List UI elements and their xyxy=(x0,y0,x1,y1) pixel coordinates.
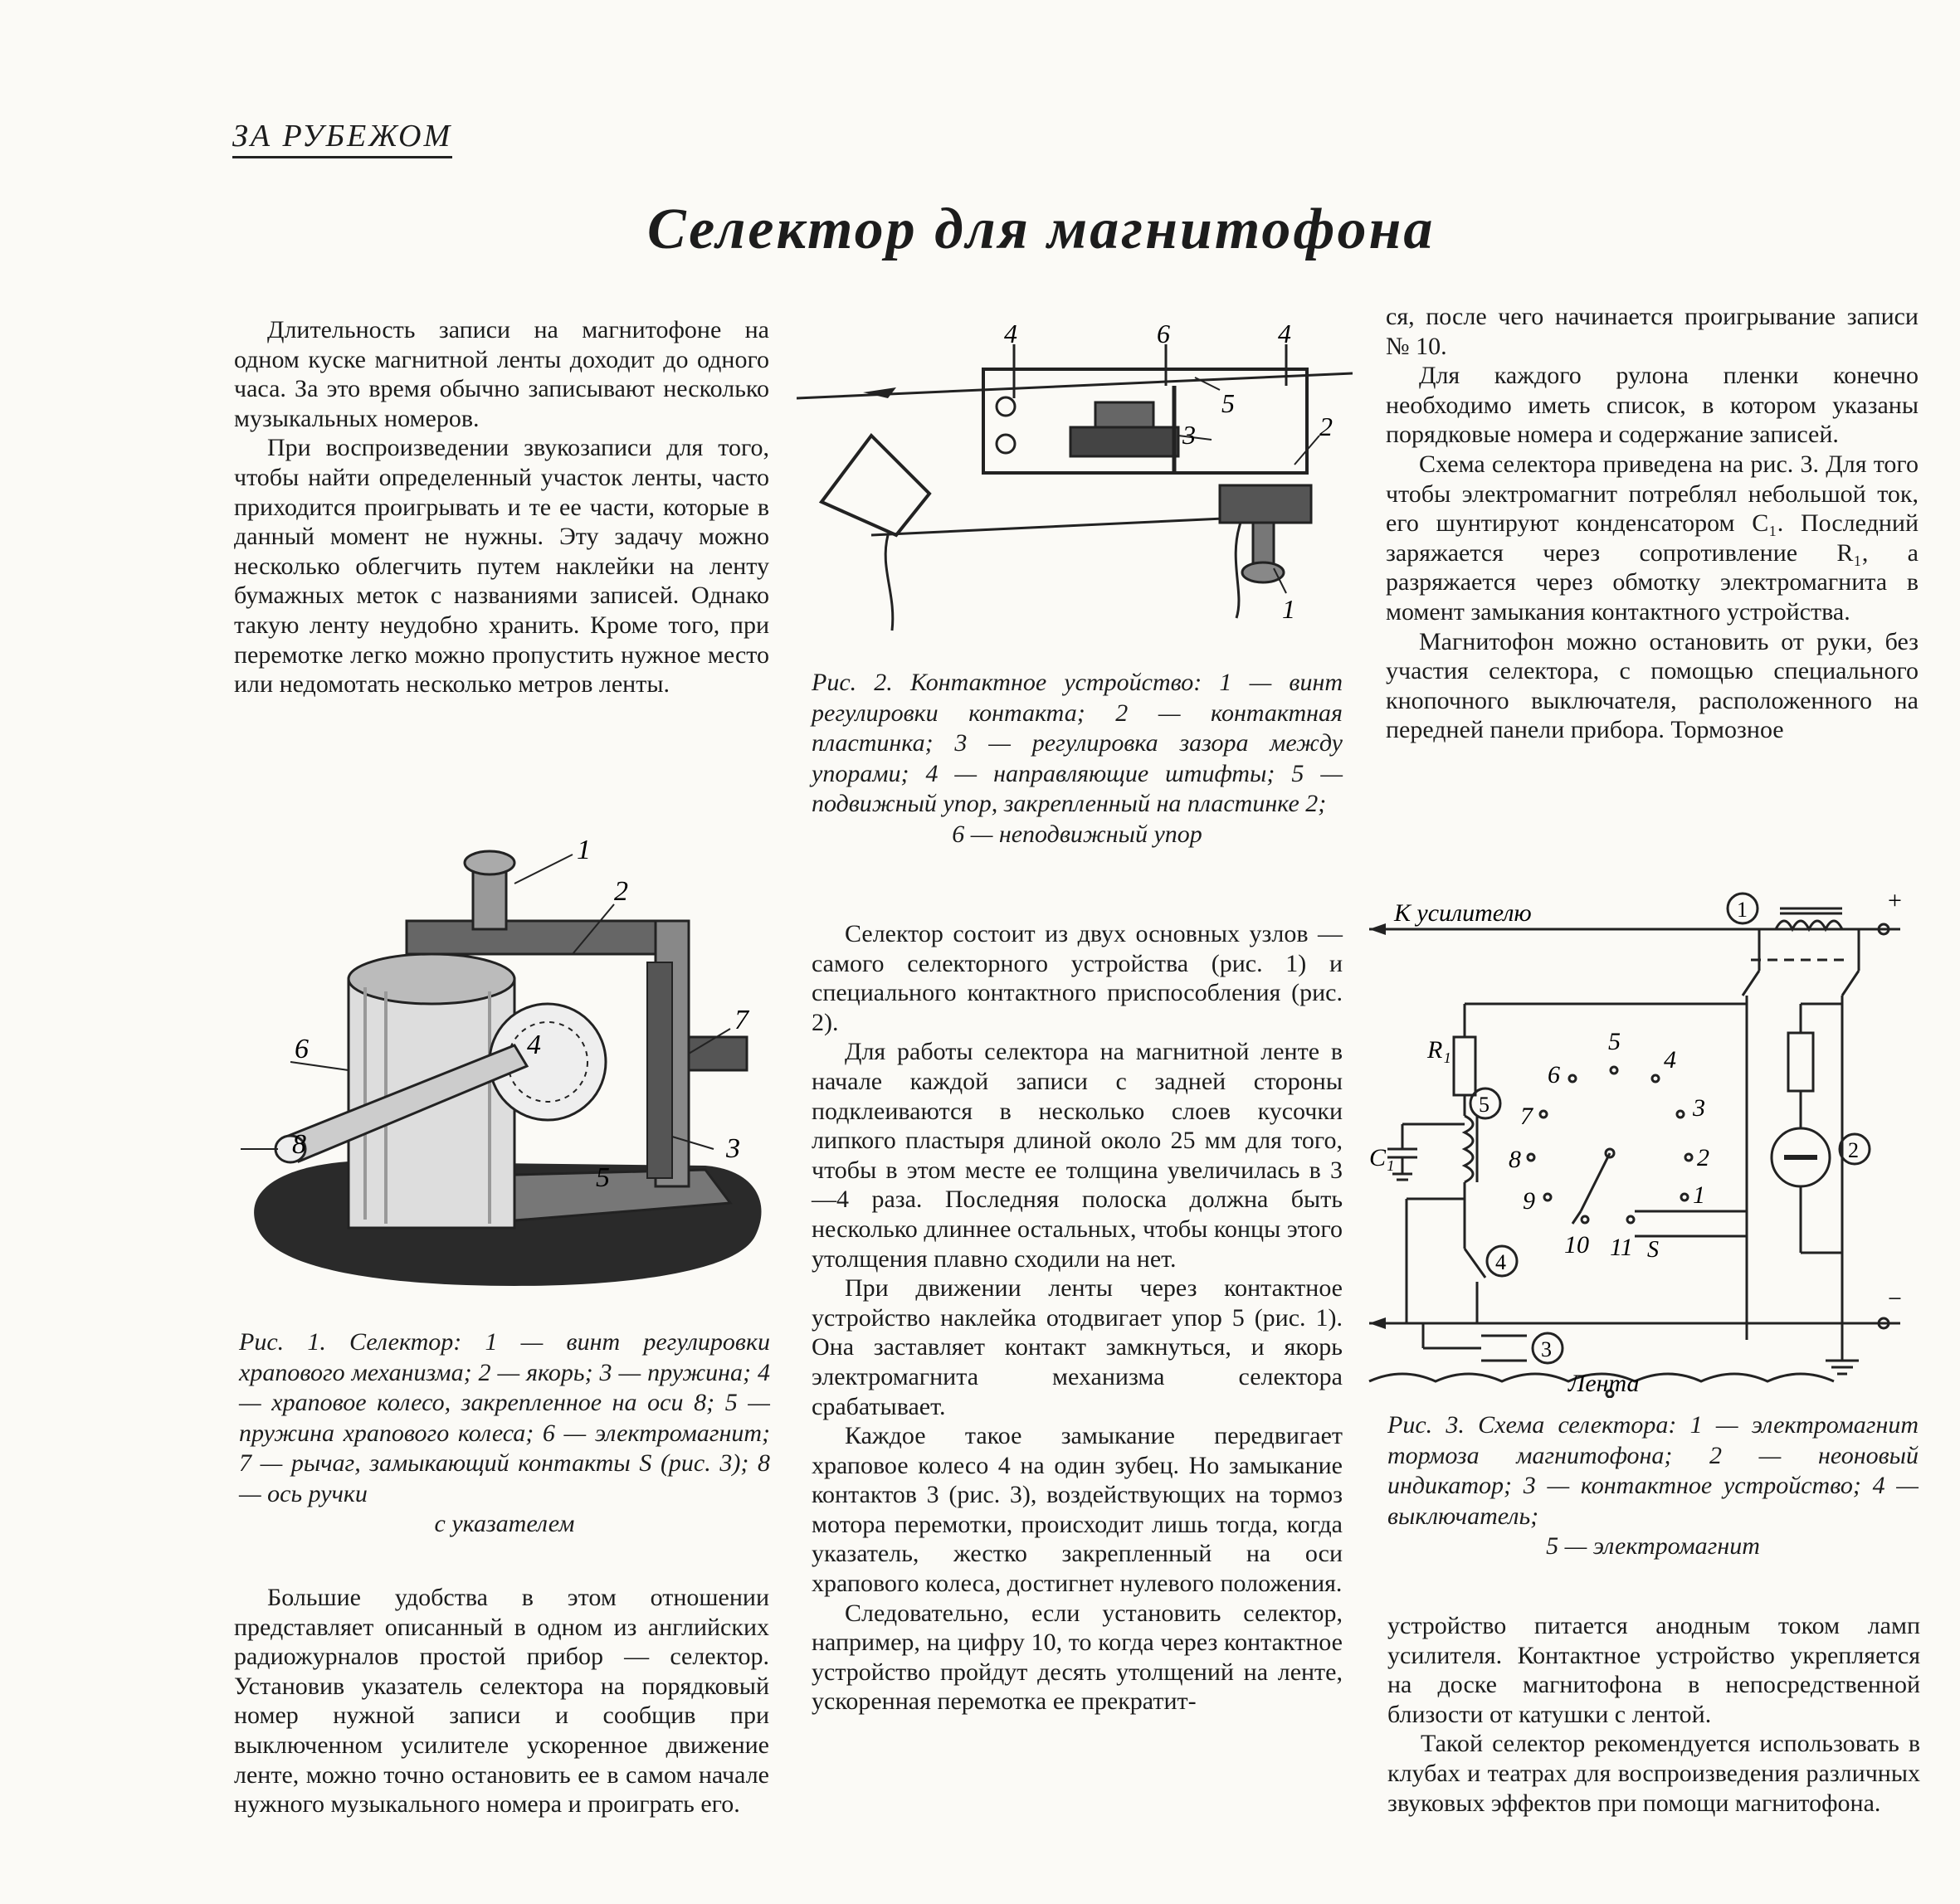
fig1-label: 1 xyxy=(577,838,591,865)
column-2 xyxy=(812,919,1343,1717)
c1-label: C₁ xyxy=(1369,1144,1395,1171)
figure-1-caption xyxy=(239,1327,770,1540)
fig1-label: 3 xyxy=(726,1133,740,1164)
amp-label: К усилителю xyxy=(1394,899,1532,927)
fig2-label: 4 xyxy=(1004,319,1017,348)
column-3-top xyxy=(1386,302,1919,745)
paragraph: ся, после чего начинается проигрывание записи № 10. xyxy=(1386,303,1919,360)
article-title: Селектор для магнитофона xyxy=(647,197,1436,261)
schematic-drawing xyxy=(1361,884,1925,1398)
paragraph: Для каждого рулона пленки конечно необходимо иметь список, в котором указаны порядковые номера и содержание записей. xyxy=(1386,362,1919,449)
caption-text: Рис. 2. Контактное устройство: 1 — винт регулировки контакта; 2 — контактная пластинка; 3 — регулировка зазора между упорами; 4 — направляющие штифты; 5 — подвижный упор, закрепленный на пластинке 2; xyxy=(812,669,1343,817)
fig2-label: 1 xyxy=(1282,594,1295,624)
figure-2-caption xyxy=(812,668,1343,850)
dial-number: 9 xyxy=(1523,1187,1535,1215)
column-3-bottom xyxy=(1387,1611,1920,1818)
dial-number: 4 xyxy=(1664,1046,1676,1074)
figure-2-contact-device-illustration xyxy=(797,319,1353,635)
dial-number: 7 xyxy=(1520,1103,1533,1130)
circle-label: 1 xyxy=(1737,898,1748,922)
plus-sign: + xyxy=(1888,887,1902,914)
column-1-bottom xyxy=(234,1583,769,1819)
dial-number: 3 xyxy=(1693,1094,1705,1122)
paragraph: Магнитофон можно остановить от руки, без участия селектора, с помощью специального кнопочного выключателя, расположенного на передней панели прибора. Тормозное xyxy=(1386,627,1919,744)
dial-number: 8 xyxy=(1509,1146,1521,1173)
dial-number: 11 xyxy=(1610,1234,1633,1261)
minus-sign: − xyxy=(1888,1285,1902,1312)
paragraph: Такой селектор рекомендуется использовать в клубах и театрах для воспроизведения различных звуковых эффектов при помощи магнитофона. xyxy=(1387,1730,1920,1817)
fig2-label: 4 xyxy=(1278,319,1291,348)
dial-number: 2 xyxy=(1697,1144,1709,1171)
fig2-label: 5 xyxy=(1221,388,1235,418)
paragraph: Схема селектора приведена на рис. 3. Для того чтобы электромагнит потреблял небольшой ток, его шунтируют конденсатором C₁. Последний заряжается через сопротивление R₁, а разряжается через обмотку электромагнита в момент замыкания контактного устройства. xyxy=(1386,450,1919,626)
dial-number: 1 xyxy=(1693,1181,1705,1209)
paragraph: Каждое такое замыкание передвигает храповое колесо 4 на один зубец. Но замыкание контактов 3 (рис. 3), воздействующих на тормоз мотора перемотки, происходит лишь тогда, когда указатель, жестко закрепленный на оси храпового колеса, достигнет нулевого положения. xyxy=(812,1422,1343,1598)
circle-label: 4 xyxy=(1495,1250,1506,1274)
column-1-top xyxy=(234,315,769,699)
caption-text-last: 6 — неподвижный упор xyxy=(952,820,1202,848)
fig1-label: 7 xyxy=(734,1005,748,1035)
fig2-label: 3 xyxy=(1182,420,1196,450)
figure-3-selector-schematic xyxy=(1361,884,1925,1398)
paragraph: Для работы селектора на магнитной ленте в начале каждой записи с задней стороны подклеиваются в несколько слоев кусочки липкого пластыря длиной около 25 мм для того, чтобы в этом месте ее толщина увеличилась в 3—4 раза. Последняя полоска должна быть несколько длиннее остальных, чтобы концы этого утолщения плавно сходили на нет. xyxy=(812,1038,1343,1273)
fig1-label: 5 xyxy=(596,1162,610,1193)
section-rubric: ЗА РУБЕЖОМ xyxy=(232,118,452,158)
r1-label: R₁ xyxy=(1427,1036,1451,1064)
fig1-label: 6 xyxy=(295,1034,309,1064)
dial-number: 5 xyxy=(1608,1028,1621,1055)
fig2-label: 2 xyxy=(1319,411,1333,441)
dial-number: 6 xyxy=(1548,1061,1560,1088)
paragraph: Большие удобства в этом отношении представляет описанный в одном из английских радиожурналов простой прибор — селектор. Установив указатель селектора на порядковый номер нужной записи и сообщив при выключенном усилителе ускоренное движение ленте, можно точно остановить ее в самом начале нужного музыкального номера и проиграть его. xyxy=(234,1584,769,1819)
fig1-label: 8 xyxy=(292,1129,306,1160)
tape-label: Лента xyxy=(1568,1370,1640,1397)
s-label: S xyxy=(1647,1237,1659,1263)
circle-label: 2 xyxy=(1848,1138,1859,1162)
paragraph: устройство питается анодным током ламп усилителя. Контактное устройство укрепляется на доске магнитофона в непосредственной близости от катушки с лентой. xyxy=(1387,1612,1920,1728)
caption-text: Рис. 3. Схема селектора: 1 — электромагнит тормоза магнитофона; 2 — неоновый индикатор; 3 — контактное устройство; 4 — выключатель; xyxy=(1387,1411,1919,1530)
circle-label: 3 xyxy=(1541,1337,1552,1361)
fig1-label: 2 xyxy=(614,876,628,907)
paragraph: Селектор состоит из двух основных узлов — самого селекторного устройства (рис. 1) и специального контактного приспособления (рис. 2). xyxy=(812,920,1343,1036)
paragraph: Следовательно, если установить селектор, например, на цифру 10, то когда через контактное устройство пройдут десять утолщений на ленте, ускоренная перемотка ее прекратит- xyxy=(812,1599,1343,1716)
figure-1-selector-illustration xyxy=(241,838,780,1303)
caption-text-last: с указателем xyxy=(434,1510,575,1537)
fig1-label: 4 xyxy=(527,1030,541,1060)
figure-3-caption xyxy=(1387,1410,1919,1562)
selector-drawing xyxy=(241,838,780,1303)
fig2-label: 6 xyxy=(1157,319,1170,348)
caption-text-last: 5 — электромагнит xyxy=(1546,1532,1760,1560)
dial-number: 10 xyxy=(1564,1231,1589,1259)
circle-label: 5 xyxy=(1479,1093,1490,1117)
paragraph: При воспроизведении звукозаписи для того, чтобы найти определенный участок ленты, часто приходится проигрывать и те ее части, которые в данный момент не нужны. Эту задачу можно несколько облегчить путем наклейки на ленту бумажных меток с названиями записей. Однако такую ленту неудобно хранить. Кроме того, при перемотке легко можно пропустить нужное место или недомотать несколько метров ленты. xyxy=(234,434,769,699)
paragraph: При движении ленты через контактное устройство наклейка отодвигает упор 5 (рис. 1). Она заставляет контакт замкнуться, и якорь электромагнита механизма селектора срабатывает. xyxy=(812,1274,1343,1420)
paragraph: Длительность записи на магнитофоне на одном куске магнитной ленты доходит до одного часа. За это время обычно записывают несколько музыкальных номеров. xyxy=(234,316,769,432)
caption-text: Рис. 1. Селектор: 1 — винт регулировки храпового механизма; 2 — якорь; 3 — пружина; 4 — храповое колесо, закрепленное на оси 8; 5 — пружина храпового колеса; 6 — электромагнит; 7 — рычаг, замыкающий контакты S (рис. 3); 8 — ось ручки xyxy=(239,1328,770,1507)
contact-device-drawing xyxy=(797,319,1353,635)
